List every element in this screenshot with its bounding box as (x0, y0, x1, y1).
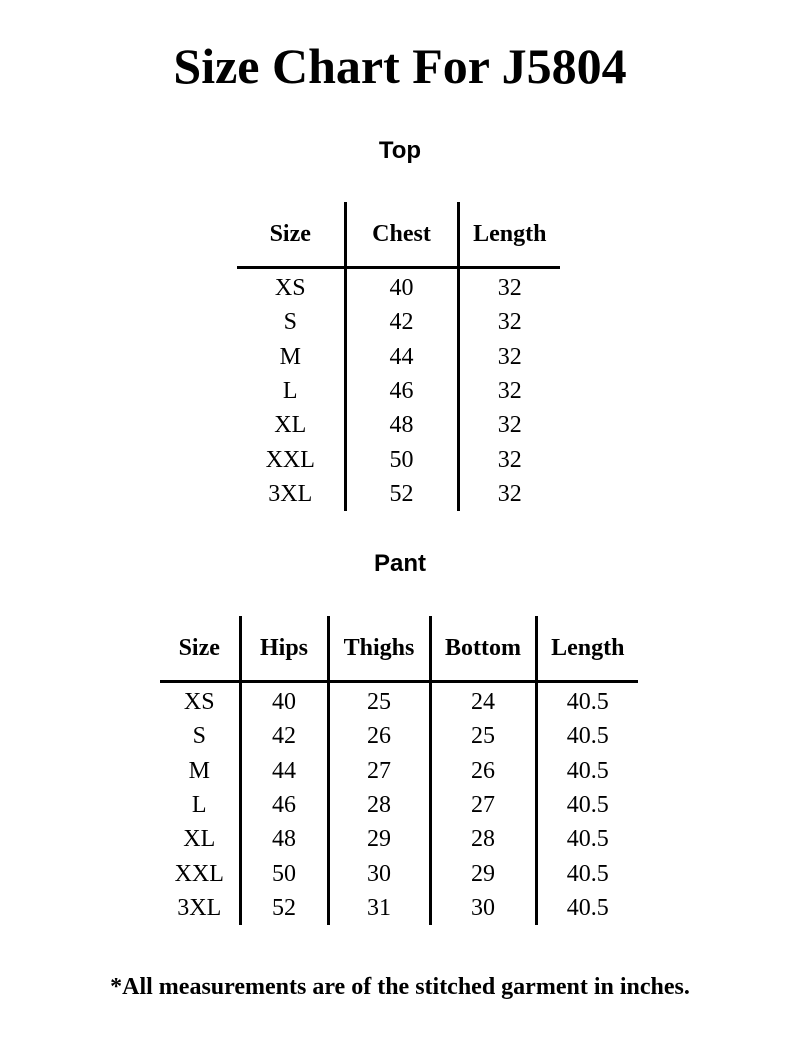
table-row (160, 754, 638, 788)
length-cell: 40.5 (566, 723, 609, 750)
length-cell: 40.5 (566, 826, 609, 853)
chest-cell: 46 (345, 374, 458, 408)
length-cell: 32 (497, 343, 522, 370)
hips-cell: 44 (240, 754, 328, 788)
table-row (160, 856, 638, 890)
hips-cell: 50 (240, 856, 328, 890)
size-cell: XS (160, 682, 240, 720)
length-cell: 32 (497, 309, 522, 336)
thighs-cell: 31 (328, 891, 430, 925)
length-cell: 32 (497, 378, 522, 405)
table-row (160, 788, 638, 822)
page-title: Size Chart For J5804 (173, 38, 627, 94)
thighs-cell: 28 (328, 788, 430, 822)
table-row (160, 719, 638, 753)
size-cell: XL (237, 408, 345, 442)
column-header-thighs: Thighs (328, 616, 430, 682)
size-cell: S (160, 719, 240, 753)
size-cell: XL (160, 822, 240, 856)
size-cell: L (160, 788, 240, 822)
chest-cell: 42 (345, 305, 458, 339)
chest-cell: 50 (345, 442, 458, 476)
thighs-cell: 29 (328, 822, 430, 856)
length-cell: 40.5 (566, 792, 609, 819)
column-header-size: Size (237, 202, 345, 268)
table-row (160, 822, 638, 856)
table-row (237, 340, 560, 374)
column-header-size: Size (160, 616, 240, 682)
bottom-cell: 27 (430, 788, 536, 822)
length-cell: 32 (497, 275, 522, 302)
length-cell: 40.5 (566, 689, 609, 716)
size-cell: 3XL (160, 891, 240, 925)
length-cell: 32 (497, 480, 522, 507)
thighs-cell: 26 (328, 719, 430, 753)
length-cell: 32 (497, 412, 522, 439)
table-header-row (160, 616, 638, 682)
top-section-heading: Top (378, 137, 422, 164)
hips-cell: 52 (240, 891, 328, 925)
table-row (160, 682, 638, 720)
length-cell: 40.5 (566, 860, 609, 887)
hips-cell: 46 (240, 788, 328, 822)
table-row (237, 268, 560, 306)
bottom-cell: 25 (430, 719, 536, 753)
bottom-cell: 24 (430, 682, 536, 720)
size-cell: M (237, 340, 345, 374)
pant-section-heading: Pant (373, 550, 426, 577)
pant-size-table (160, 616, 638, 925)
hips-cell: 48 (240, 822, 328, 856)
size-cell: XS (237, 268, 345, 306)
bottom-cell: 30 (430, 891, 536, 925)
size-cell: L (237, 374, 345, 408)
size-cell: XXL (237, 442, 345, 476)
chest-cell: 48 (345, 408, 458, 442)
table-row (237, 477, 560, 511)
table-row (237, 305, 560, 339)
size-cell: S (237, 305, 345, 339)
bottom-cell: 28 (430, 822, 536, 856)
chest-cell: 40 (345, 268, 458, 306)
measurement-footnote: *All measurements are of the stitched garment in inches. (110, 974, 690, 1000)
length-cell: 40.5 (566, 757, 609, 784)
hips-cell: 42 (240, 719, 328, 753)
length-cell: 32 (497, 446, 522, 473)
table-header-row (237, 202, 560, 268)
table-row (237, 374, 560, 408)
column-header-chest: Chest (345, 202, 458, 268)
bottom-cell: 26 (430, 754, 536, 788)
thighs-cell: 30 (328, 856, 430, 890)
size-cell: XXL (160, 856, 240, 890)
column-header-length: Length (536, 616, 638, 682)
column-header-bottom: Bottom (430, 616, 536, 682)
column-header-length: Length (458, 202, 560, 268)
table-row (237, 442, 560, 476)
thighs-cell: 25 (328, 682, 430, 720)
hips-cell: 40 (240, 682, 328, 720)
chest-cell: 44 (345, 340, 458, 374)
top-size-table (237, 202, 560, 511)
column-header-hips: Hips (240, 616, 328, 682)
size-cell: 3XL (237, 477, 345, 511)
chest-cell: 52 (345, 477, 458, 511)
table-row (237, 408, 560, 442)
thighs-cell: 27 (328, 754, 430, 788)
table-row (160, 891, 638, 925)
size-cell: M (160, 754, 240, 788)
bottom-cell: 29 (430, 856, 536, 890)
length-cell: 40.5 (566, 894, 609, 921)
